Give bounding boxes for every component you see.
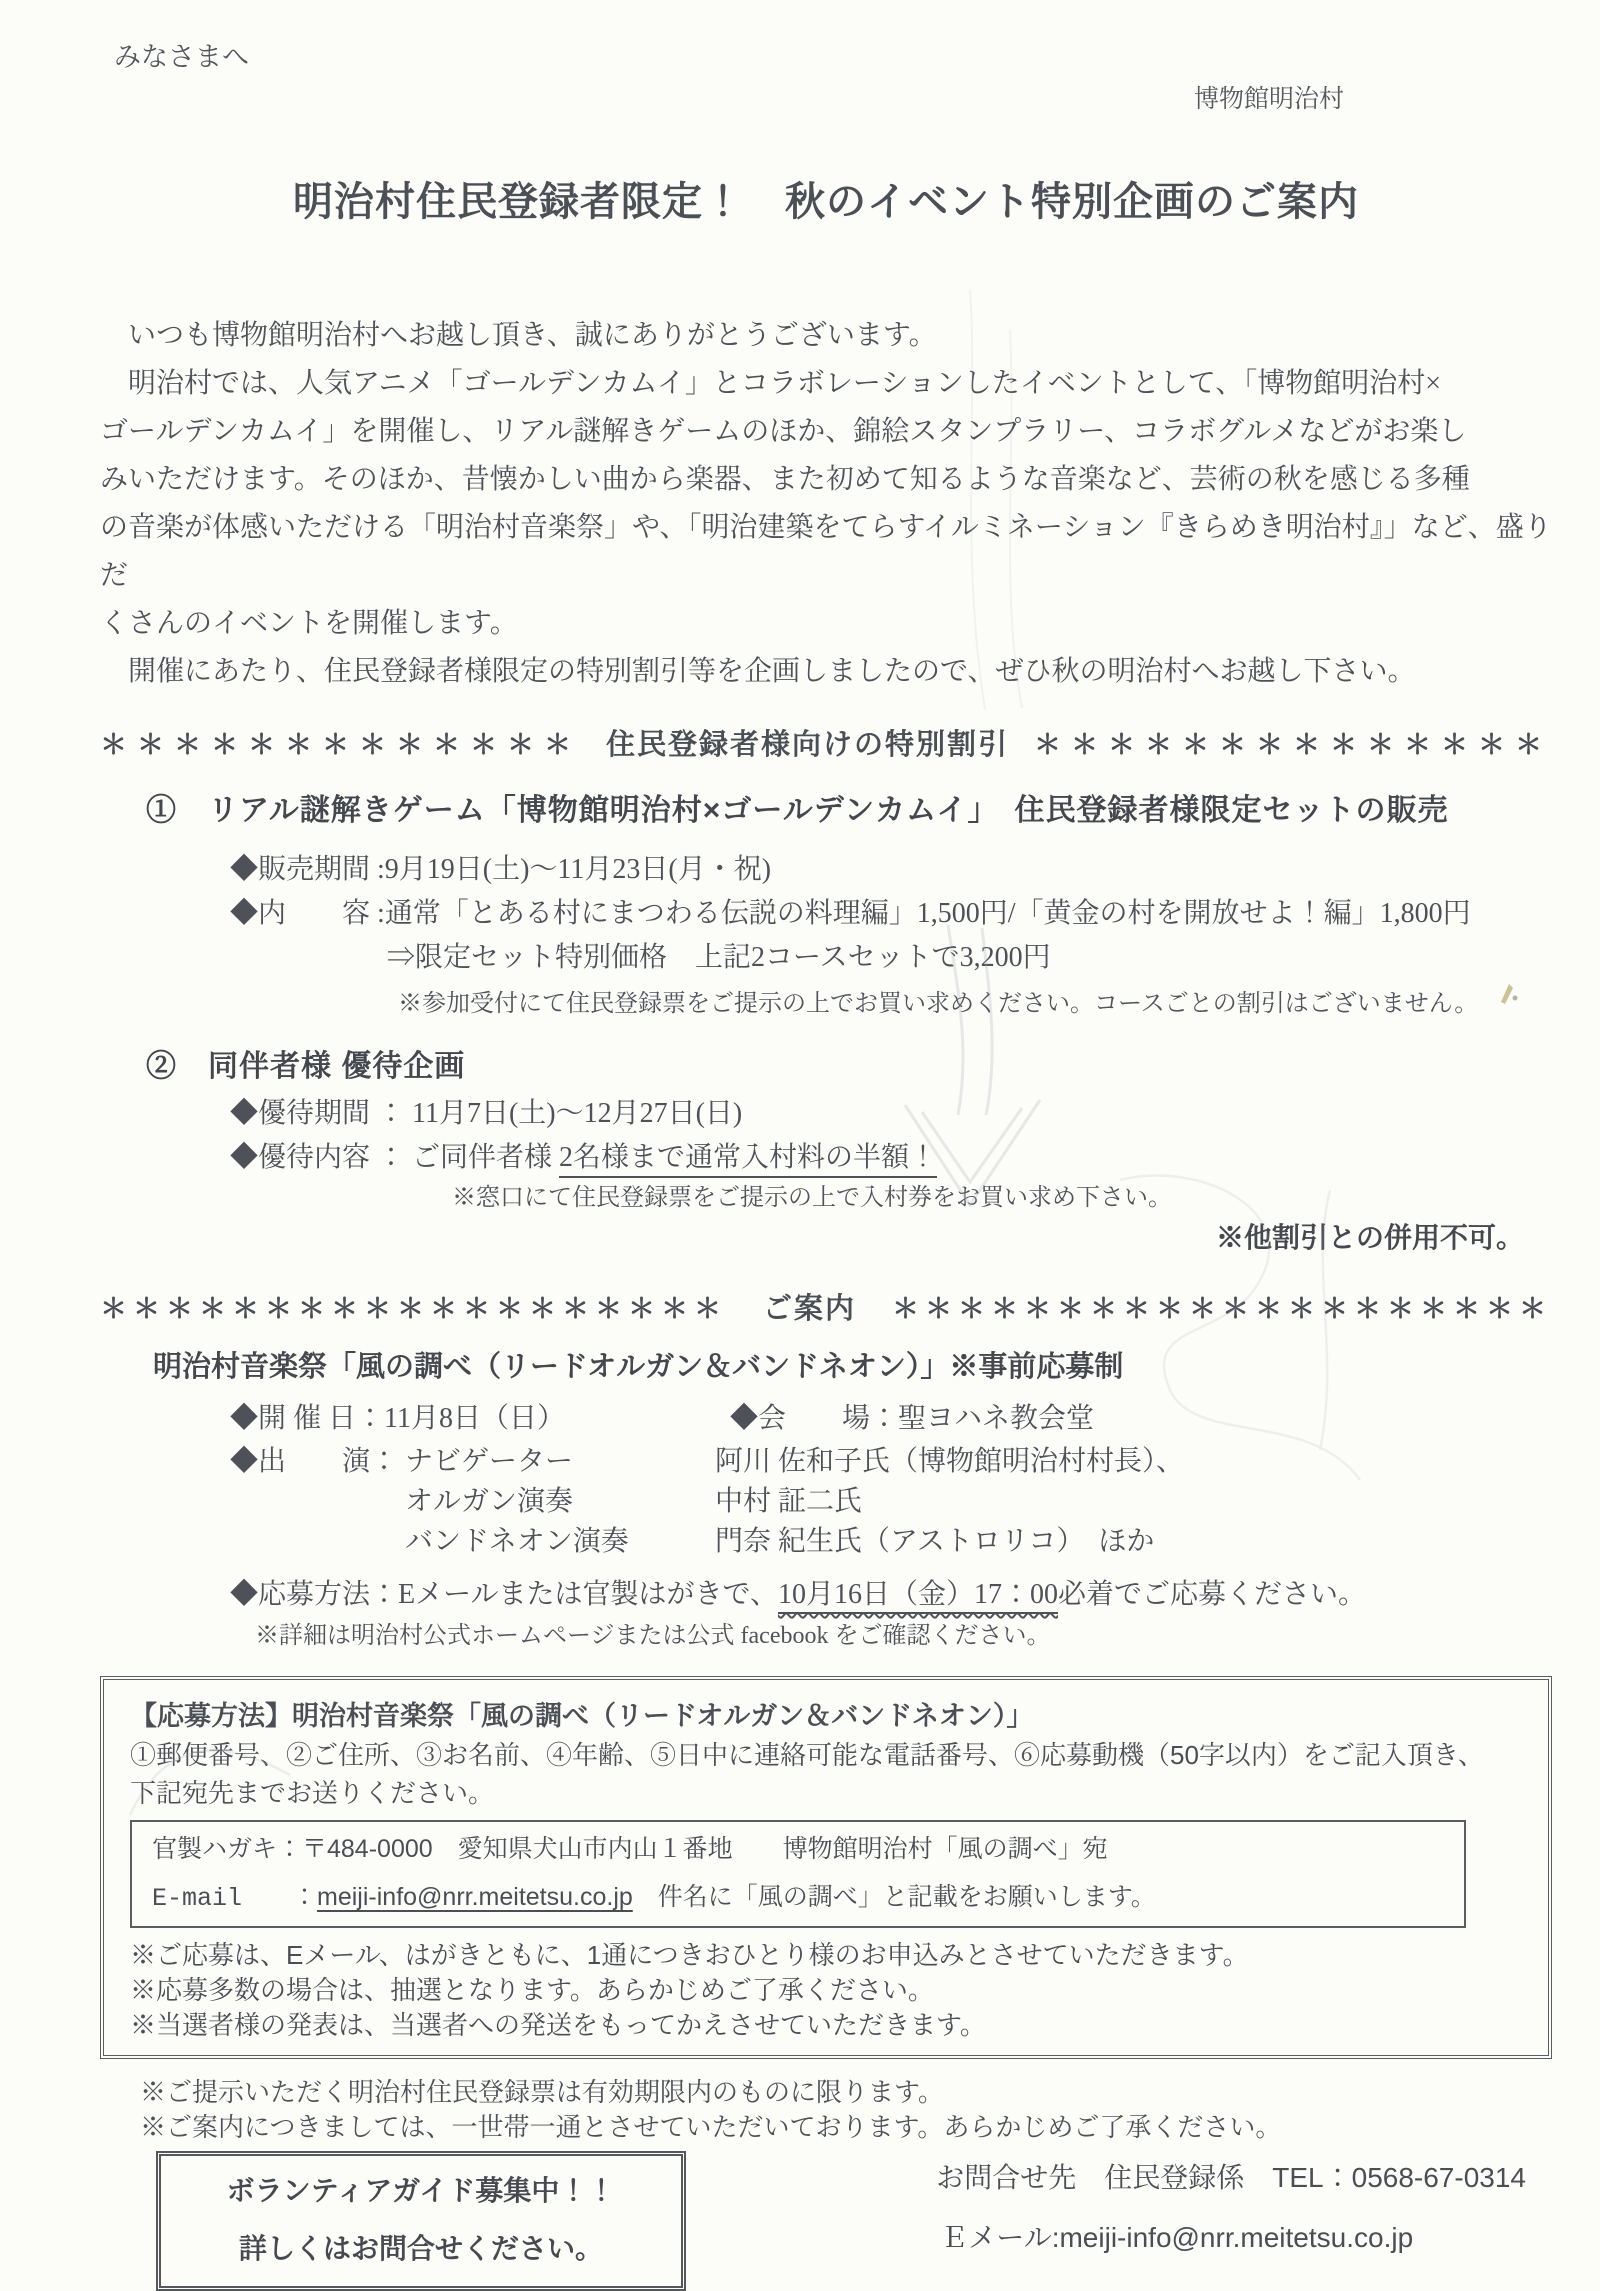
no-combination-note: ※他割引との併用不可。: [1215, 1222, 1524, 1253]
intro-line: くさんのイベントを開催します。: [100, 608, 518, 639]
section1-heading: ① リアル謎解きゲーム「博物館明治村×ゴールデンカムイ」 住民登録者様限定セットの販売: [146, 794, 1449, 827]
cast-label: ◆出 演：: [230, 1446, 399, 1477]
section2-benefit-prefix: ◆優待内容 ： ご同伴者様: [230, 1142, 560, 1173]
section2-note: ※窓口にて住民登録票をご提示の上で入村券をお買い求め下さい。: [452, 1185, 1172, 1211]
divider-label: 住民登録者様向けの特別割引: [605, 728, 1009, 761]
cast-name: 門奈 紀生氏（アストロリコ） ほか: [715, 1526, 1155, 1557]
cast-role: オルガン演奏: [405, 1486, 574, 1517]
concert-note: ※詳細は明治村公式ホームページまたは公式 facebook をご確認ください。: [255, 1623, 1051, 1649]
cast-role: ナビゲーター: [405, 1446, 574, 1477]
asterisk-row: ＊＊＊＊＊＊＊＊＊＊＊＊＊＊＊＊＊＊＊: [100, 1293, 727, 1324]
volunteer-line: 詳しくはお問合せください。: [238, 2233, 603, 2264]
concert-heading: 明治村音楽祭「風の調べ（リードオルガン＆バンドネオン）」※事前応募制: [153, 1351, 1124, 1383]
intro-line: の音楽が体感いただける「明治村音楽祭」や、「明治建築をてらすイルミネーション『きらめき明治村』」など、盛りだ: [100, 512, 1552, 591]
intro-line: 明治村では、人気アニメ「ゴールデンカムイ」とコラボレーションしたイベントとして、「博物館明治村×: [100, 368, 1442, 399]
contact-email: Ｅメール:meiji-info@nrr.meitetsu.co.jp: [940, 2222, 1414, 2253]
asterisk-row: ＊＊＊＊＊＊＊＊＊＊＊＊＊: [100, 729, 581, 760]
application-method-box: [100, 1676, 1552, 2059]
address-box: [130, 1820, 1466, 1928]
application-notes: [130, 1938, 1522, 2043]
email-subject-note: 件名に「風の調べ」と記載をお願いします。: [632, 1883, 1156, 1911]
contact-block: [936, 2151, 1526, 2257]
section2-heading: ② 同伴者様 優待企画: [146, 1050, 466, 1083]
divider-special-discount: [100, 722, 1552, 762]
application-note: ※ご応募は、Eメール、はがきともに、1通につきおひとり様のお申込みとさせていただきます。: [130, 1940, 1249, 1970]
divider-label: ご案内: [762, 1292, 856, 1325]
contact-phone: お問合せ先 住民登録係 TEL：0568-67-0314: [936, 2162, 1526, 2193]
application-instruction: 下記宛先までお送りください。: [130, 1778, 495, 1808]
concert-date-venue: [100, 1396, 1552, 1442]
document-title: 明治村住民登録者限定！ 秋のイベント特別企画のご案内: [293, 180, 1359, 224]
salutation: みなさまへ: [114, 42, 249, 72]
email-address-line: [152, 1880, 1444, 1916]
intro-line: ゴールデンカムイ」を開催し、リアル謎解きゲームのほか、錦絵スタンプラリー、コラボグルメなどがお楽し: [100, 416, 1467, 447]
concert-date: ◆開 催 日：11月8日（日）: [230, 1403, 565, 1434]
application-instruction: ①郵便番号、②ご住所、③お名前、④年齢、⑤日中に連絡可能な電話番号、⑥応募動機（50字以内）をご記入頂き、: [130, 1740, 1484, 1770]
intro-line: 開催にあたり、住民登録者様限定の特別割引等を企画しましたので、ぜひ秋の明治村へお越し下さい。: [100, 656, 1416, 687]
section1-set-price: ⇒限定セット特別価格 上記2コースセットで3,200円: [387, 942, 1051, 973]
intro-line: いつも博物館明治村へお越し頂き、誠にありがとうございます。: [100, 320, 937, 351]
asterisk-row: ＊＊＊＊＊＊＊＊＊＊＊＊＊＊＊＊＊＊＊＊: [891, 1293, 1552, 1324]
footer-note: ※ご案内につきましては、一世帯一通とさせていただいております。あらかじめご了承ください。: [140, 2113, 1282, 2142]
email-label: E-mail ：: [152, 1884, 318, 1913]
cast-role: バンドネオン演奏: [405, 1526, 629, 1557]
asterisk-row: ＊＊＊＊＊＊＊＊＊＊＊＊＊＊: [1033, 729, 1552, 760]
footer-bottom-row: [100, 2151, 1552, 2291]
divider-information: [100, 1286, 1552, 1326]
intro-paragraph: [100, 312, 1552, 696]
cast-name: 阿川 佐和子氏（博物館明治村村長）、: [715, 1446, 1185, 1477]
cast-label-spacer: [230, 1482, 405, 1522]
apply-suffix: 必着でご応募ください。: [1058, 1579, 1367, 1610]
footer-note: ※ご提示いただく明治村住民登録票は有効期限内のものに限ります。: [140, 2078, 944, 2107]
sender-name: 博物館明治村: [1193, 86, 1344, 113]
cast-label-spacer: [230, 1522, 405, 1562]
intro-line: みいただけます。そのほか、昔懐かしい曲から楽器、また初めて知るような音楽など、芸術の秋を感じる多種: [100, 464, 1470, 495]
section1-contents: ◆内 容 :通常「とある村にまつわる伝説の料理編」1,500円/「黄金の村を開放せよ！編」1,800円: [230, 898, 1471, 929]
email-address: meiji-info@nrr.meitetsu.co.jp: [317, 1883, 633, 1911]
section1-note: ※参加受付にて住民登録票をご提示の上でお買い求めください。コースごとの割引はございません。: [398, 991, 1479, 1017]
concert-apply: [100, 1572, 1552, 1618]
section2-benefit-underlined: 2名様まで通常入村料の半額！: [559, 1142, 937, 1178]
application-note: ※当選者様の発表は、当選者への発送をもってかえさせていただきます。: [130, 2010, 986, 2040]
application-box-title: 【応募方法】明治村音楽祭「風の調べ（リードオルガン＆バンドネオン）」: [130, 1701, 1034, 1731]
concert-cast-row: [100, 1482, 1552, 1522]
section2-benefit: [100, 1136, 1552, 1180]
application-note: ※応募多数の場合は、抽選となります。あらかじめご了承ください。: [130, 1975, 934, 2005]
section1-sales-period: ◆販売期間 :9月19日(土)～11月23日(月・祝): [230, 854, 772, 885]
apply-deadline: 10月16日（金）17：00: [778, 1579, 1058, 1614]
volunteer-recruiting-box: [156, 2151, 686, 2291]
postcard-address: 官製ハガキ：〒484-0000 愛知県犬山市内山１番地 博物館明治村「風の調べ」宛: [152, 1835, 1108, 1863]
concert-cast-row: [100, 1442, 1552, 1482]
cast-name: 中村 証二氏: [715, 1486, 863, 1517]
concert-venue: ◆会 場：聖ヨハネ教会堂: [730, 1403, 1095, 1434]
apply-prefix: ◆応募方法：Eメールまたは官製はがきで、: [230, 1579, 778, 1610]
section2-period: ◆優待期間 ： 11月7日(土)～12月27日(日): [230, 1098, 743, 1129]
volunteer-line: ボランティアガイド募集中！！: [226, 2175, 616, 2206]
footer-notes: [100, 2075, 1552, 2145]
concert-cast-row: [100, 1522, 1552, 1562]
